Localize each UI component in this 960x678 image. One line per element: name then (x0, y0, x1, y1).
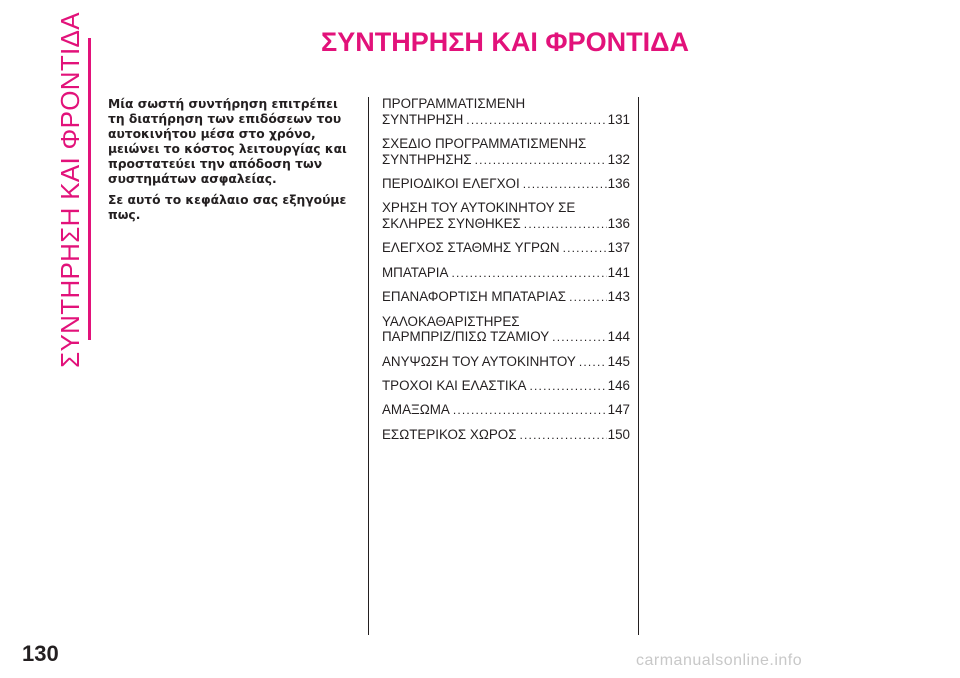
column-divider-left (368, 97, 369, 635)
toc-dot-leader (529, 378, 606, 393)
toc-page-number: 146 (607, 377, 630, 393)
toc-entry[interactable] (382, 265, 630, 281)
toc-dot-leader (519, 427, 606, 442)
toc-entry[interactable] (382, 289, 630, 305)
chapter-side-rule (88, 38, 91, 340)
column-divider-right (638, 97, 639, 635)
toc-entry-title: ΣΥΝΤΗΡΗΣΗ (382, 111, 464, 127)
toc-page-number: 131 (607, 111, 630, 127)
toc-page-number: 143 (607, 289, 630, 305)
toc-dot-leader (552, 329, 607, 344)
toc-entry-title: ΕΣΩΤΕΡΙΚΟΣ ΧΩΡΟΣ (382, 426, 517, 442)
toc-entry-title: ΕΠΑΝΑΦΟΡΤΙΣΗ ΜΠΑΤΑΡΙΑΣ (382, 289, 567, 305)
toc-entry-title-line1: ΣΧΕΔΙΟ ΠΡΟΓΡΑΜΜΑΤΙΣΜΕΝΗΣ (382, 135, 587, 151)
toc-page-number: 150 (607, 426, 630, 442)
toc-entry[interactable] (382, 427, 630, 443)
toc-entry-title: ΣΚΛΗΡΕΣ ΣΥΝΘΗΚΕΣ (382, 215, 521, 231)
intro-paragraph-1: Μία σωστή συντήρηση επιτρέπει τη διατήρηση των επιδόσεων του αυτοκινήτου μέσα στο χρόνο, μειώνει το κόστος λειτουργίας και προστατεύει την απόδοση των συστημάτων ασφαλείας. (108, 97, 347, 186)
toc-entry[interactable] (382, 402, 630, 418)
toc-entry[interactable] (382, 136, 630, 167)
toc-page-number: 132 (607, 151, 630, 167)
toc-page-number: 147 (607, 402, 630, 418)
toc-entry-title: ΑΜΑΞΩΜΑ (382, 402, 450, 418)
toc-entry[interactable] (382, 314, 630, 345)
toc-dot-leader (453, 402, 607, 417)
toc-dot-leader (466, 112, 606, 127)
toc-entry-title: ΕΛΕΓΧΟΣ ΣΤΑΘΜΗΣ ΥΓΡΩΝ (382, 240, 560, 256)
toc-entry-title: ΜΠΑΤΑΡΙΑ (382, 264, 449, 280)
watermark: carmanualsonline.info (636, 652, 803, 669)
toc-dot-leader (569, 289, 607, 304)
intro-paragraph-2: Σε αυτό το κεφάλαιο σας εξηγούμε πως. (108, 193, 347, 222)
toc-dot-leader (563, 240, 607, 255)
page-number: 130 (22, 641, 59, 666)
toc-page-number: 141 (607, 264, 630, 280)
toc-entry-title: ΠΑΡΜΠΡΙΖ/ΠΙΣΩ ΤΖΑΜΙΟΥ (382, 329, 550, 345)
toc-dot-leader (475, 152, 607, 167)
toc-entry-title-line1: ΥΑΛΟΚΑΘΑΡΙΣΤΗΡΕΣ (382, 313, 520, 329)
toc-dot-leader (579, 354, 607, 369)
toc-page-number: 137 (607, 240, 630, 256)
intro-text (108, 97, 358, 229)
toc-dot-leader (451, 265, 606, 280)
toc-entry-title: ΑΝΥΨΩΣΗ ΤΟΥ ΑΥΤΟΚΙΝΗΤΟΥ (382, 353, 576, 369)
toc-dot-leader (524, 216, 607, 231)
toc-entry[interactable] (382, 96, 630, 127)
table-of-contents (382, 96, 630, 451)
toc-entry[interactable] (382, 200, 630, 231)
toc-page-number: 145 (607, 353, 630, 369)
page-title: ΣΥΝΤΗΡΗΣΗ ΚΑΙ ΦΡΟΝΤΙΔΑ (321, 27, 689, 57)
toc-entry[interactable] (382, 378, 630, 394)
toc-dot-leader (523, 176, 607, 191)
toc-page-number: 136 (607, 215, 630, 231)
toc-page-number: 144 (607, 329, 630, 345)
toc-entry-title-line1: ΠΡΟΓΡΑΜΜΑΤΙΣΜΕΝΗ (382, 96, 526, 111)
toc-entry-title: ΤΡΟΧΟΙ ΚΑΙ ΕΛΑΣΤΙΚΑ (382, 377, 527, 393)
toc-entry-title-line1: ΧΡΗΣΗ ΤΟΥ ΑΥΤΟΚΙΝΗΤΟΥ ΣΕ (382, 200, 576, 216)
toc-entry[interactable] (382, 176, 630, 192)
toc-entry-title: ΣΥΝΤΗΡΗΣΗΣ (382, 151, 472, 167)
toc-entry[interactable] (382, 354, 630, 370)
toc-entry[interactable] (382, 240, 630, 256)
chapter-side-title: ΣΥΝΤΗΡΗΣΗ ΚΑΙ ΦΡΟΝΤΙΔΑ (54, 12, 85, 368)
toc-entry-title: ΠΕΡΙΟΔΙΚΟΙ ΕΛΕΓΧΟΙ (382, 175, 520, 191)
toc-page-number: 136 (607, 175, 630, 191)
